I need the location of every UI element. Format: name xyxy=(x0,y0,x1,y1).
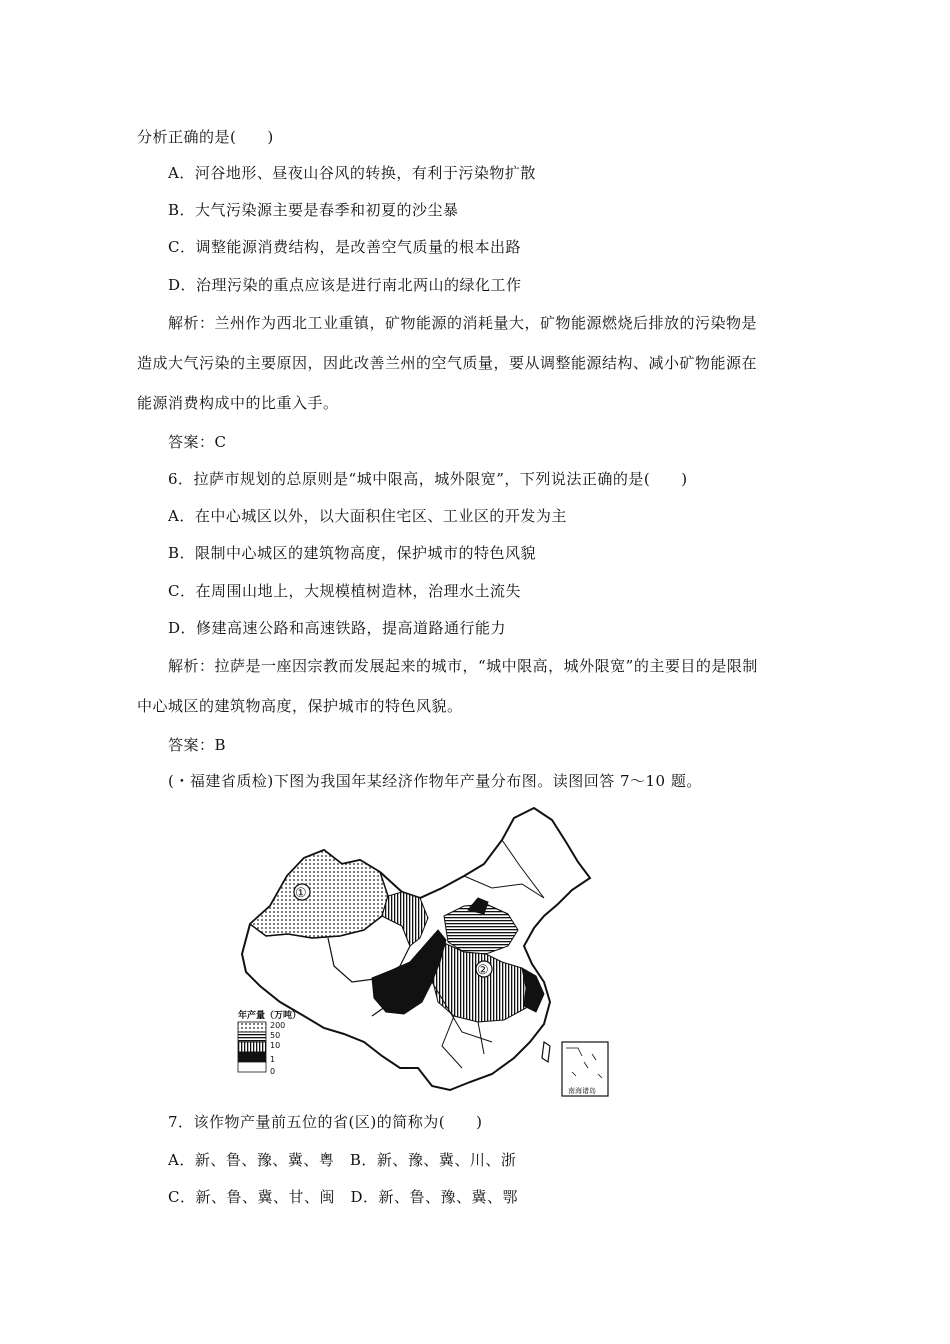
q6-option-a: A．在中心城区以外，以大面积住宅区、工业区的开发为主 xyxy=(168,507,567,525)
legend-value-10: 10 xyxy=(270,1041,281,1050)
region-1-xinjiang xyxy=(250,850,388,938)
q5-analysis-line-1: 解析：兰州作为西北工业重镇，矿物能源的消耗量大，矿物能源燃烧后排放的污染物是 xyxy=(168,314,758,332)
legend-value-1: 1 xyxy=(270,1055,276,1064)
inset-label: 南海诸岛 xyxy=(568,1087,596,1095)
taiwan xyxy=(542,1042,550,1062)
intro-text: (・福建省质检)下图为我国年某经济作物年产量分布图。读图回答 7～10 题。 xyxy=(168,772,702,790)
q6-option-d: D．修建高速公路和高速铁路，提高道路通行能力 xyxy=(168,619,507,637)
q6-option-c: C．在周围山地上，大规模植树造林，治理水土流失 xyxy=(168,582,521,600)
china-production-map xyxy=(232,806,612,1098)
q6-analysis-line-2: 中心城区的建筑物高度，保护城市的特色风貌。 xyxy=(137,697,463,715)
q5-answer: 答案：C xyxy=(168,433,227,451)
q5-option-b: B．大气污染源主要是春季和初夏的沙尘暴 xyxy=(168,201,459,219)
q5-option-c: C．调整能源消费结构，是改善空气质量的根本出路 xyxy=(168,238,521,256)
q7-options-row-1: A．新、鲁、豫、冀、粤 B．新、豫、冀、川、浙 xyxy=(168,1151,517,1169)
legend-value-200: 200 xyxy=(270,1021,286,1030)
q6-analysis-line-1: 解析：拉萨是一座因宗教而发展起来的城市，“城中限高，城外限宽”的主要目的是限制 xyxy=(168,657,758,675)
legend-title: 年产量（万吨） xyxy=(238,1011,302,1021)
q6-option-b: B．限制中心城区的建筑物高度，保护城市的特色风貌 xyxy=(168,544,537,562)
marker-1-label: ① xyxy=(295,886,307,901)
q6-stem: 6．拉萨市规划的总原则是“城中限高，城外限宽”，下列说法正确的是( ) xyxy=(168,470,688,488)
legend-value-0: 0 xyxy=(270,1067,276,1076)
marker-2-label: ② xyxy=(477,963,489,978)
china-outline xyxy=(242,808,590,1090)
q6-answer: 答案：B xyxy=(168,736,227,754)
q5-analysis-line-3: 能源消费构成中的比重入手。 xyxy=(137,394,339,412)
q7-options-row-2: C．新、鲁、冀、甘、闽 D．新、鲁、豫、冀、鄂 xyxy=(168,1188,519,1206)
q5-analysis-line-2: 造成大气污染的主要原因，因此改善兰州的空气质量，要从调整能源结构、减小矿物能源在 xyxy=(137,354,758,372)
q7-stem: 7．该作物产量前五位的省(区)的简称为( ) xyxy=(168,1113,483,1131)
q5-option-a: A．河谷地形、昼夜山谷风的转换，有利于污染物扩散 xyxy=(168,164,536,182)
legend-value-50: 50 xyxy=(270,1031,281,1040)
q5-option-d: D．治理污染的重点应该是进行南北两山的绿化工作 xyxy=(168,276,522,294)
q5-stem-end: 分析正确的是( ) xyxy=(137,128,274,146)
